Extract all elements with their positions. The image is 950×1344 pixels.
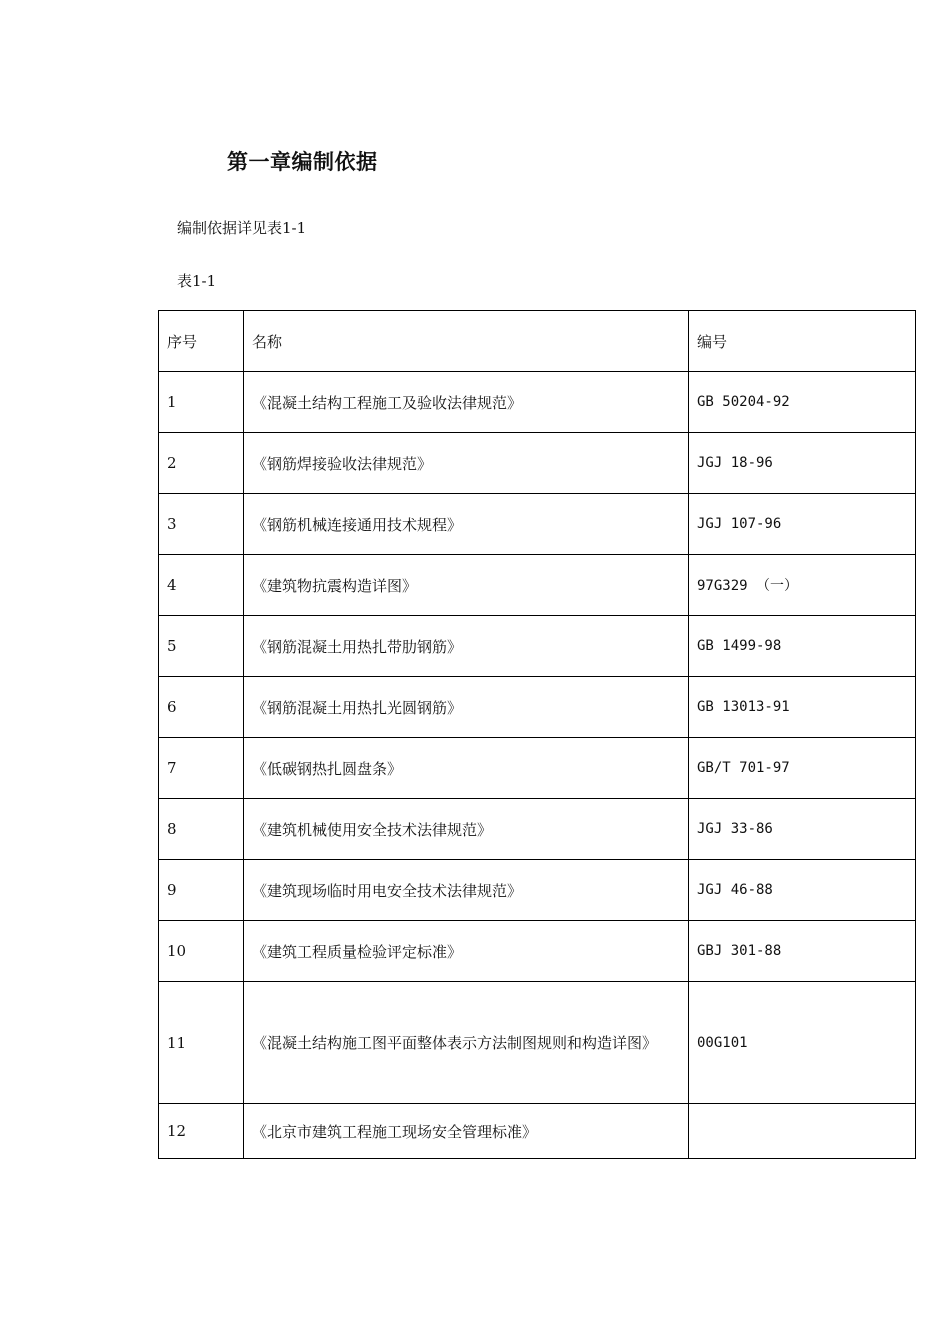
intro-text: 编制依据详见表1-1 [177, 219, 307, 237]
row-code: 00G101 [689, 982, 916, 1104]
row-name: 《建筑工程质量检验评定标准》 [244, 921, 689, 982]
table-row [159, 738, 916, 799]
row-no: 5 [159, 616, 244, 677]
row-no: 12 [159, 1104, 244, 1159]
row-name: 《混凝土结构施工图平面整体表示方法制图规则和构造详图》 [244, 982, 689, 1104]
row-name: 《混凝土结构工程施工及验收法律规范》 [244, 372, 689, 433]
row-name: 《北京市建筑工程施工现场安全管理标准》 [244, 1104, 689, 1159]
row-no: 9 [159, 860, 244, 921]
table-row [159, 921, 916, 982]
table-row [159, 616, 916, 677]
header-no: 序号 [159, 311, 244, 372]
row-code [689, 1104, 916, 1159]
table-row [159, 1104, 916, 1159]
row-code: GB 1499-98 [689, 616, 916, 677]
row-code: JGJ 107-96 [689, 494, 916, 555]
table-caption: 表1-1 [177, 272, 217, 290]
row-code: GB 13013-91 [689, 677, 916, 738]
basis-table [158, 310, 916, 1159]
row-name: 《低碳钢热扎圆盘条》 [244, 738, 689, 799]
table-row [159, 433, 916, 494]
row-no: 2 [159, 433, 244, 494]
row-no: 8 [159, 799, 244, 860]
table-row [159, 860, 916, 921]
row-name: 《建筑机械使用安全技术法律规范》 [244, 799, 689, 860]
row-name: 《钢筋机械连接通用技术规程》 [244, 494, 689, 555]
row-no: 7 [159, 738, 244, 799]
table-row [159, 494, 916, 555]
row-name: 《钢筋混凝土用热扎带肋钢筋》 [244, 616, 689, 677]
table-row [159, 555, 916, 616]
header-code: 编号 [689, 311, 916, 372]
row-name: 《钢筋混凝土用热扎光圆钢筋》 [244, 677, 689, 738]
row-code: GBJ 301-88 [689, 921, 916, 982]
row-no: 10 [159, 921, 244, 982]
table-row [159, 372, 916, 433]
page-title: 第一章编制依据 [227, 150, 378, 174]
row-code: 97G329 （一） [689, 555, 916, 616]
row-code: GB/T 701-97 [689, 738, 916, 799]
row-code: JGJ 33-86 [689, 799, 916, 860]
row-no: 6 [159, 677, 244, 738]
table-row [159, 799, 916, 860]
row-code: JGJ 46-88 [689, 860, 916, 921]
row-name: 《建筑现场临时用电安全技术法律规范》 [244, 860, 689, 921]
table-header-row [159, 311, 916, 372]
row-no: 4 [159, 555, 244, 616]
row-name: 《建筑物抗震构造详图》 [244, 555, 689, 616]
header-name: 名称 [244, 311, 689, 372]
row-no: 3 [159, 494, 244, 555]
row-code: JGJ 18-96 [689, 433, 916, 494]
row-no: 1 [159, 372, 244, 433]
table-row [159, 677, 916, 738]
row-code: GB 50204-92 [689, 372, 916, 433]
row-name: 《钢筋焊接验收法律规范》 [244, 433, 689, 494]
table-row [159, 982, 916, 1104]
row-no: 11 [159, 982, 244, 1104]
